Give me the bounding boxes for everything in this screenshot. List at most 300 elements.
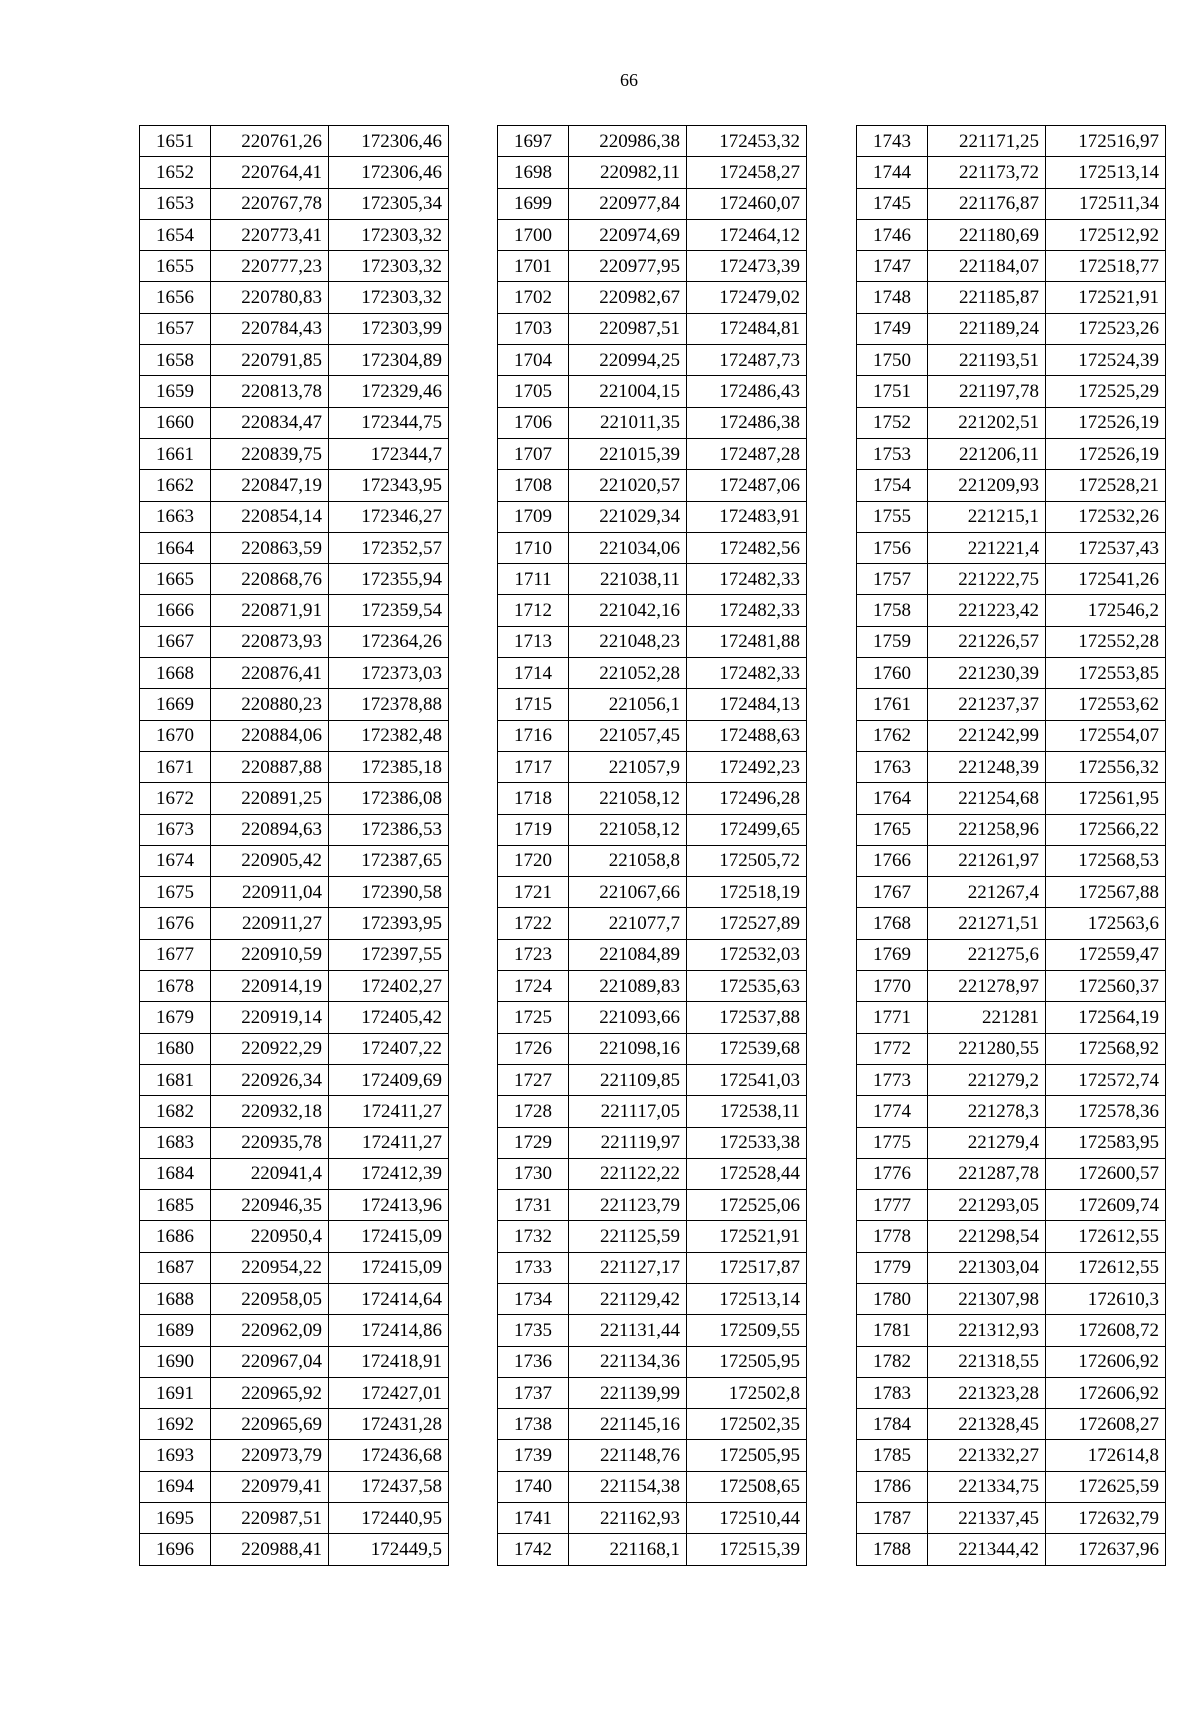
- y-coordinate-cell: 172499,65: [687, 814, 807, 845]
- point-number-cell: 1777: [857, 1190, 928, 1221]
- x-coordinate-cell: 221254,68: [928, 783, 1046, 814]
- y-coordinate-cell: 172411,27: [329, 1096, 449, 1127]
- x-coordinate-cell: 221280,55: [928, 1033, 1046, 1064]
- table-row: [140, 470, 449, 501]
- point-number-cell: 1732: [498, 1221, 569, 1252]
- x-coordinate-cell: 220950,4: [211, 1221, 329, 1252]
- point-number-cell: 1743: [857, 126, 928, 157]
- point-number-cell: 1666: [140, 595, 211, 626]
- x-coordinate-cell: 220887,88: [211, 751, 329, 782]
- x-coordinate-cell: 221048,23: [569, 626, 687, 657]
- table-row: [857, 407, 1166, 438]
- x-coordinate-cell: 221223,42: [928, 595, 1046, 626]
- x-coordinate-cell: 220761,26: [211, 126, 329, 157]
- table-row: [140, 1002, 449, 1033]
- y-coordinate-cell: 172373,03: [329, 658, 449, 689]
- point-number-cell: 1745: [857, 188, 928, 219]
- x-coordinate-cell: 220777,23: [211, 251, 329, 282]
- table-row: [857, 877, 1166, 908]
- table-row: [140, 532, 449, 563]
- y-coordinate-cell: 172487,28: [687, 438, 807, 469]
- table-row: [140, 971, 449, 1002]
- point-number-cell: 1670: [140, 720, 211, 751]
- x-coordinate-cell: 220873,93: [211, 626, 329, 657]
- coordinates-table-3: [856, 125, 1166, 1566]
- x-coordinate-cell: 221197,78: [928, 376, 1046, 407]
- table-row: [498, 814, 807, 845]
- x-coordinate-cell: 221226,57: [928, 626, 1046, 657]
- point-number-cell: 1711: [498, 564, 569, 595]
- point-number-cell: 1665: [140, 564, 211, 595]
- y-coordinate-cell: 172610,3: [1046, 1283, 1166, 1314]
- table-row: [140, 407, 449, 438]
- point-number-cell: 1760: [857, 658, 928, 689]
- table-row: [857, 1377, 1166, 1408]
- table-row: [857, 971, 1166, 1002]
- table-row: [857, 1503, 1166, 1534]
- y-coordinate-cell: 172546,2: [1046, 595, 1166, 626]
- table-row: [140, 658, 449, 689]
- x-coordinate-cell: 221057,9: [569, 751, 687, 782]
- point-number-cell: 1722: [498, 908, 569, 939]
- table-row: [140, 1283, 449, 1314]
- y-coordinate-cell: 172532,26: [1046, 501, 1166, 532]
- x-coordinate-cell: 220894,63: [211, 814, 329, 845]
- point-number-cell: 1674: [140, 845, 211, 876]
- x-coordinate-cell: 221248,39: [928, 751, 1046, 782]
- y-coordinate-cell: 172523,26: [1046, 313, 1166, 344]
- y-coordinate-cell: 172344,7: [329, 438, 449, 469]
- x-coordinate-cell: 220854,14: [211, 501, 329, 532]
- point-number-cell: 1696: [140, 1534, 211, 1565]
- x-coordinate-cell: 220965,92: [211, 1377, 329, 1408]
- y-coordinate-cell: 172525,06: [687, 1190, 807, 1221]
- y-coordinate-cell: 172526,19: [1046, 438, 1166, 469]
- y-coordinate-cell: 172518,19: [687, 877, 807, 908]
- y-coordinate-cell: 172484,81: [687, 313, 807, 344]
- x-coordinate-cell: 221052,28: [569, 658, 687, 689]
- table-row: [857, 939, 1166, 970]
- y-coordinate-cell: 172560,37: [1046, 971, 1166, 1002]
- x-coordinate-cell: 221056,1: [569, 689, 687, 720]
- table-row: [857, 626, 1166, 657]
- x-coordinate-cell: 220962,09: [211, 1315, 329, 1346]
- table-row: [857, 219, 1166, 250]
- table-row: [857, 1033, 1166, 1064]
- table-row: [140, 1315, 449, 1346]
- y-coordinate-cell: 172528,44: [687, 1158, 807, 1189]
- x-coordinate-cell: 221202,51: [928, 407, 1046, 438]
- x-coordinate-cell: 221134,36: [569, 1346, 687, 1377]
- y-coordinate-cell: 172539,68: [687, 1033, 807, 1064]
- y-coordinate-cell: 172303,32: [329, 251, 449, 282]
- y-coordinate-cell: 172553,85: [1046, 658, 1166, 689]
- y-coordinate-cell: 172606,92: [1046, 1346, 1166, 1377]
- point-number-cell: 1690: [140, 1346, 211, 1377]
- table-row: [140, 845, 449, 876]
- x-coordinate-cell: 221185,87: [928, 282, 1046, 313]
- x-coordinate-cell: 221058,12: [569, 783, 687, 814]
- table-row: [498, 1190, 807, 1221]
- point-number-cell: 1660: [140, 407, 211, 438]
- x-coordinate-cell: 221029,34: [569, 501, 687, 532]
- x-coordinate-cell: 221093,66: [569, 1002, 687, 1033]
- point-number-cell: 1713: [498, 626, 569, 657]
- y-coordinate-cell: 172359,54: [329, 595, 449, 626]
- y-coordinate-cell: 172487,06: [687, 470, 807, 501]
- y-coordinate-cell: 172516,97: [1046, 126, 1166, 157]
- table-row: [857, 1064, 1166, 1095]
- table-row: [140, 689, 449, 720]
- y-coordinate-cell: 172306,46: [329, 157, 449, 188]
- y-coordinate-cell: 172554,07: [1046, 720, 1166, 751]
- x-coordinate-cell: 221278,3: [928, 1096, 1046, 1127]
- table-row: [498, 877, 807, 908]
- x-coordinate-cell: 220994,25: [569, 345, 687, 376]
- table-row: [498, 1534, 807, 1565]
- y-coordinate-cell: 172427,01: [329, 1377, 449, 1408]
- x-coordinate-cell: 221275,6: [928, 939, 1046, 970]
- table-row: [857, 1534, 1166, 1565]
- x-coordinate-cell: 220954,22: [211, 1252, 329, 1283]
- table-row: [498, 1158, 807, 1189]
- x-coordinate-cell: 221109,85: [569, 1064, 687, 1095]
- x-coordinate-cell: 221334,75: [928, 1471, 1046, 1502]
- table-row: [498, 1033, 807, 1064]
- point-number-cell: 1677: [140, 939, 211, 970]
- table-row: [857, 376, 1166, 407]
- x-coordinate-cell: 221230,39: [928, 658, 1046, 689]
- point-number-cell: 1788: [857, 1534, 928, 1565]
- y-coordinate-cell: 172453,32: [687, 126, 807, 157]
- x-coordinate-cell: 220910,59: [211, 939, 329, 970]
- x-coordinate-cell: 221077,7: [569, 908, 687, 939]
- table-row: [498, 1377, 807, 1408]
- table-row: [140, 126, 449, 157]
- y-coordinate-cell: 172481,88: [687, 626, 807, 657]
- table-row: [498, 1503, 807, 1534]
- x-coordinate-cell: 221119,97: [569, 1127, 687, 1158]
- point-number-cell: 1680: [140, 1033, 211, 1064]
- y-coordinate-cell: 172415,09: [329, 1252, 449, 1283]
- table-row: [140, 751, 449, 782]
- y-coordinate-cell: 172386,08: [329, 783, 449, 814]
- x-coordinate-cell: 220979,41: [211, 1471, 329, 1502]
- x-coordinate-cell: 220935,78: [211, 1127, 329, 1158]
- x-coordinate-cell: 220926,34: [211, 1064, 329, 1095]
- x-coordinate-cell: 220911,27: [211, 908, 329, 939]
- y-coordinate-cell: 172537,88: [687, 1002, 807, 1033]
- y-coordinate-cell: 172482,33: [687, 595, 807, 626]
- point-number-cell: 1775: [857, 1127, 928, 1158]
- x-coordinate-cell: 221123,79: [569, 1190, 687, 1221]
- x-coordinate-cell: 221129,42: [569, 1283, 687, 1314]
- table-row: [857, 1346, 1166, 1377]
- x-coordinate-cell: 220946,35: [211, 1190, 329, 1221]
- y-coordinate-cell: 172415,09: [329, 1221, 449, 1252]
- point-number-cell: 1717: [498, 751, 569, 782]
- table-row: [140, 438, 449, 469]
- x-coordinate-cell: 221328,45: [928, 1409, 1046, 1440]
- x-coordinate-cell: 221042,16: [569, 595, 687, 626]
- table-row: [498, 658, 807, 689]
- x-coordinate-cell: 220767,78: [211, 188, 329, 219]
- x-coordinate-cell: 221058,8: [569, 845, 687, 876]
- table-row: [498, 908, 807, 939]
- x-coordinate-cell: 220914,19: [211, 971, 329, 1002]
- point-number-cell: 1720: [498, 845, 569, 876]
- table-row: [140, 157, 449, 188]
- point-number-cell: 1700: [498, 219, 569, 250]
- table-row: [857, 282, 1166, 313]
- point-number-cell: 1765: [857, 814, 928, 845]
- x-coordinate-cell: 221307,98: [928, 1283, 1046, 1314]
- table-row: [498, 1283, 807, 1314]
- y-coordinate-cell: 172437,58: [329, 1471, 449, 1502]
- y-coordinate-cell: 172460,07: [687, 188, 807, 219]
- x-coordinate-cell: 221015,39: [569, 438, 687, 469]
- point-number-cell: 1750: [857, 345, 928, 376]
- point-number-cell: 1658: [140, 345, 211, 376]
- table-row: [857, 1190, 1166, 1221]
- point-number-cell: 1661: [140, 438, 211, 469]
- y-coordinate-cell: 172411,27: [329, 1127, 449, 1158]
- table-row: [498, 564, 807, 595]
- table-row: [498, 501, 807, 532]
- table-row: [498, 751, 807, 782]
- x-coordinate-cell: 220784,43: [211, 313, 329, 344]
- x-coordinate-cell: 221237,37: [928, 689, 1046, 720]
- point-number-cell: 1778: [857, 1221, 928, 1252]
- point-number-cell: 1669: [140, 689, 211, 720]
- point-number-cell: 1747: [857, 251, 928, 282]
- y-coordinate-cell: 172346,27: [329, 501, 449, 532]
- x-coordinate-cell: 220987,51: [569, 313, 687, 344]
- point-number-cell: 1672: [140, 783, 211, 814]
- point-number-cell: 1694: [140, 1471, 211, 1502]
- x-coordinate-cell: 221337,45: [928, 1503, 1046, 1534]
- y-coordinate-cell: 172552,28: [1046, 626, 1166, 657]
- y-coordinate-cell: 172637,96: [1046, 1534, 1166, 1565]
- x-coordinate-cell: 221206,11: [928, 438, 1046, 469]
- point-number-cell: 1742: [498, 1534, 569, 1565]
- x-coordinate-cell: 221148,76: [569, 1440, 687, 1471]
- y-coordinate-cell: 172352,57: [329, 532, 449, 563]
- table-row: [857, 501, 1166, 532]
- table-row: [498, 157, 807, 188]
- table-row: [498, 1409, 807, 1440]
- y-coordinate-cell: 172397,55: [329, 939, 449, 970]
- table-row: [498, 407, 807, 438]
- table-row: [857, 438, 1166, 469]
- y-coordinate-cell: 172436,68: [329, 1440, 449, 1471]
- point-number-cell: 1753: [857, 438, 928, 469]
- table-row: [498, 470, 807, 501]
- point-number-cell: 1662: [140, 470, 211, 501]
- y-coordinate-cell: 172418,91: [329, 1346, 449, 1377]
- table-row: [140, 814, 449, 845]
- x-coordinate-cell: 221084,89: [569, 939, 687, 970]
- point-number-cell: 1699: [498, 188, 569, 219]
- table-row: [498, 1221, 807, 1252]
- point-number-cell: 1689: [140, 1315, 211, 1346]
- x-coordinate-cell: 221323,28: [928, 1377, 1046, 1408]
- point-number-cell: 1721: [498, 877, 569, 908]
- table-row: [140, 595, 449, 626]
- point-number-cell: 1786: [857, 1471, 928, 1502]
- x-coordinate-cell: 220891,25: [211, 783, 329, 814]
- point-number-cell: 1673: [140, 814, 211, 845]
- y-coordinate-cell: 172355,94: [329, 564, 449, 595]
- y-coordinate-cell: 172537,43: [1046, 532, 1166, 563]
- y-coordinate-cell: 172486,43: [687, 376, 807, 407]
- y-coordinate-cell: 172487,73: [687, 345, 807, 376]
- point-number-cell: 1769: [857, 939, 928, 970]
- x-coordinate-cell: 220905,42: [211, 845, 329, 876]
- x-coordinate-cell: 221193,51: [928, 345, 1046, 376]
- table-row: [857, 157, 1166, 188]
- point-number-cell: 1679: [140, 1002, 211, 1033]
- point-number-cell: 1683: [140, 1127, 211, 1158]
- table-row: [140, 251, 449, 282]
- table-row: [140, 1221, 449, 1252]
- y-coordinate-cell: 172512,92: [1046, 219, 1166, 250]
- y-coordinate-cell: 172431,28: [329, 1409, 449, 1440]
- point-number-cell: 1776: [857, 1158, 928, 1189]
- table-row: [857, 845, 1166, 876]
- table-row: [140, 1127, 449, 1158]
- y-coordinate-cell: 172614,8: [1046, 1440, 1166, 1471]
- point-number-cell: 1728: [498, 1096, 569, 1127]
- x-coordinate-cell: 221281: [928, 1002, 1046, 1033]
- table-row: [498, 971, 807, 1002]
- x-coordinate-cell: 221145,16: [569, 1409, 687, 1440]
- x-coordinate-cell: 221038,11: [569, 564, 687, 595]
- point-number-cell: 1764: [857, 783, 928, 814]
- table-row: [857, 251, 1166, 282]
- y-coordinate-cell: 172387,65: [329, 845, 449, 876]
- y-coordinate-cell: 172518,77: [1046, 251, 1166, 282]
- table-row: [140, 345, 449, 376]
- x-coordinate-cell: 220974,69: [569, 219, 687, 250]
- x-coordinate-cell: 221332,27: [928, 1440, 1046, 1471]
- table-row: [857, 1252, 1166, 1283]
- y-coordinate-cell: 172553,62: [1046, 689, 1166, 720]
- y-coordinate-cell: 172508,65: [687, 1471, 807, 1502]
- page-number: 66: [620, 70, 638, 90]
- y-coordinate-cell: 172521,91: [1046, 282, 1166, 313]
- table-row: [498, 1471, 807, 1502]
- x-coordinate-cell: 221189,24: [928, 313, 1046, 344]
- point-number-cell: 1656: [140, 282, 211, 313]
- table-row: [498, 1440, 807, 1471]
- table-row: [857, 783, 1166, 814]
- x-coordinate-cell: 220764,41: [211, 157, 329, 188]
- x-coordinate-cell: 221154,38: [569, 1471, 687, 1502]
- x-coordinate-cell: 220973,79: [211, 1440, 329, 1471]
- table-row: [498, 1252, 807, 1283]
- x-coordinate-cell: 221117,05: [569, 1096, 687, 1127]
- y-coordinate-cell: 172528,21: [1046, 470, 1166, 501]
- y-coordinate-cell: 172564,19: [1046, 1002, 1166, 1033]
- point-number-cell: 1733: [498, 1252, 569, 1283]
- y-coordinate-cell: 172303,99: [329, 313, 449, 344]
- point-number-cell: 1653: [140, 188, 211, 219]
- x-coordinate-cell: 221180,69: [928, 219, 1046, 250]
- table-row: [857, 689, 1166, 720]
- table-row: [498, 376, 807, 407]
- table-row: [498, 282, 807, 313]
- y-coordinate-cell: 172473,39: [687, 251, 807, 282]
- point-number-cell: 1729: [498, 1127, 569, 1158]
- y-coordinate-cell: 172505,95: [687, 1346, 807, 1377]
- point-number-cell: 1663: [140, 501, 211, 532]
- table-row: [498, 219, 807, 250]
- y-coordinate-cell: 172440,95: [329, 1503, 449, 1534]
- x-coordinate-cell: 221020,57: [569, 470, 687, 501]
- table-row: [140, 1064, 449, 1095]
- point-number-cell: 1709: [498, 501, 569, 532]
- point-number-cell: 1701: [498, 251, 569, 282]
- point-number-cell: 1736: [498, 1346, 569, 1377]
- table-row: [498, 1346, 807, 1377]
- table-row: [140, 1503, 449, 1534]
- point-number-cell: 1676: [140, 908, 211, 939]
- point-number-cell: 1761: [857, 689, 928, 720]
- y-coordinate-cell: 172386,53: [329, 814, 449, 845]
- point-number-cell: 1746: [857, 219, 928, 250]
- x-coordinate-cell: 221058,12: [569, 814, 687, 845]
- coordinates-table-2: [497, 125, 807, 1566]
- point-number-cell: 1784: [857, 1409, 928, 1440]
- point-number-cell: 1767: [857, 877, 928, 908]
- point-number-cell: 1682: [140, 1096, 211, 1127]
- y-coordinate-cell: 172407,22: [329, 1033, 449, 1064]
- point-number-cell: 1770: [857, 971, 928, 1002]
- y-coordinate-cell: 172556,32: [1046, 751, 1166, 782]
- point-number-cell: 1705: [498, 376, 569, 407]
- point-number-cell: 1738: [498, 1409, 569, 1440]
- point-number-cell: 1652: [140, 157, 211, 188]
- point-number-cell: 1757: [857, 564, 928, 595]
- y-coordinate-cell: 172608,72: [1046, 1315, 1166, 1346]
- table-row: [857, 1409, 1166, 1440]
- x-coordinate-cell: 221004,15: [569, 376, 687, 407]
- x-coordinate-cell: 221298,54: [928, 1221, 1046, 1252]
- point-number-cell: 1708: [498, 470, 569, 501]
- point-number-cell: 1719: [498, 814, 569, 845]
- x-coordinate-cell: 221057,45: [569, 720, 687, 751]
- table-row: [140, 1033, 449, 1064]
- point-number-cell: 1715: [498, 689, 569, 720]
- y-coordinate-cell: 172566,22: [1046, 814, 1166, 845]
- point-number-cell: 1716: [498, 720, 569, 751]
- y-coordinate-cell: 172517,87: [687, 1252, 807, 1283]
- table-row: [857, 751, 1166, 782]
- point-number-cell: 1785: [857, 1440, 928, 1471]
- point-number-cell: 1671: [140, 751, 211, 782]
- coordinates-table-1: [139, 125, 449, 1566]
- table-row: [857, 1315, 1166, 1346]
- y-coordinate-cell: 172527,89: [687, 908, 807, 939]
- x-coordinate-cell: 221242,99: [928, 720, 1046, 751]
- x-coordinate-cell: 220941,4: [211, 1158, 329, 1189]
- point-number-cell: 1724: [498, 971, 569, 1002]
- table-row: [498, 1127, 807, 1158]
- point-number-cell: 1659: [140, 376, 211, 407]
- table-row: [140, 282, 449, 313]
- y-coordinate-cell: 172568,53: [1046, 845, 1166, 876]
